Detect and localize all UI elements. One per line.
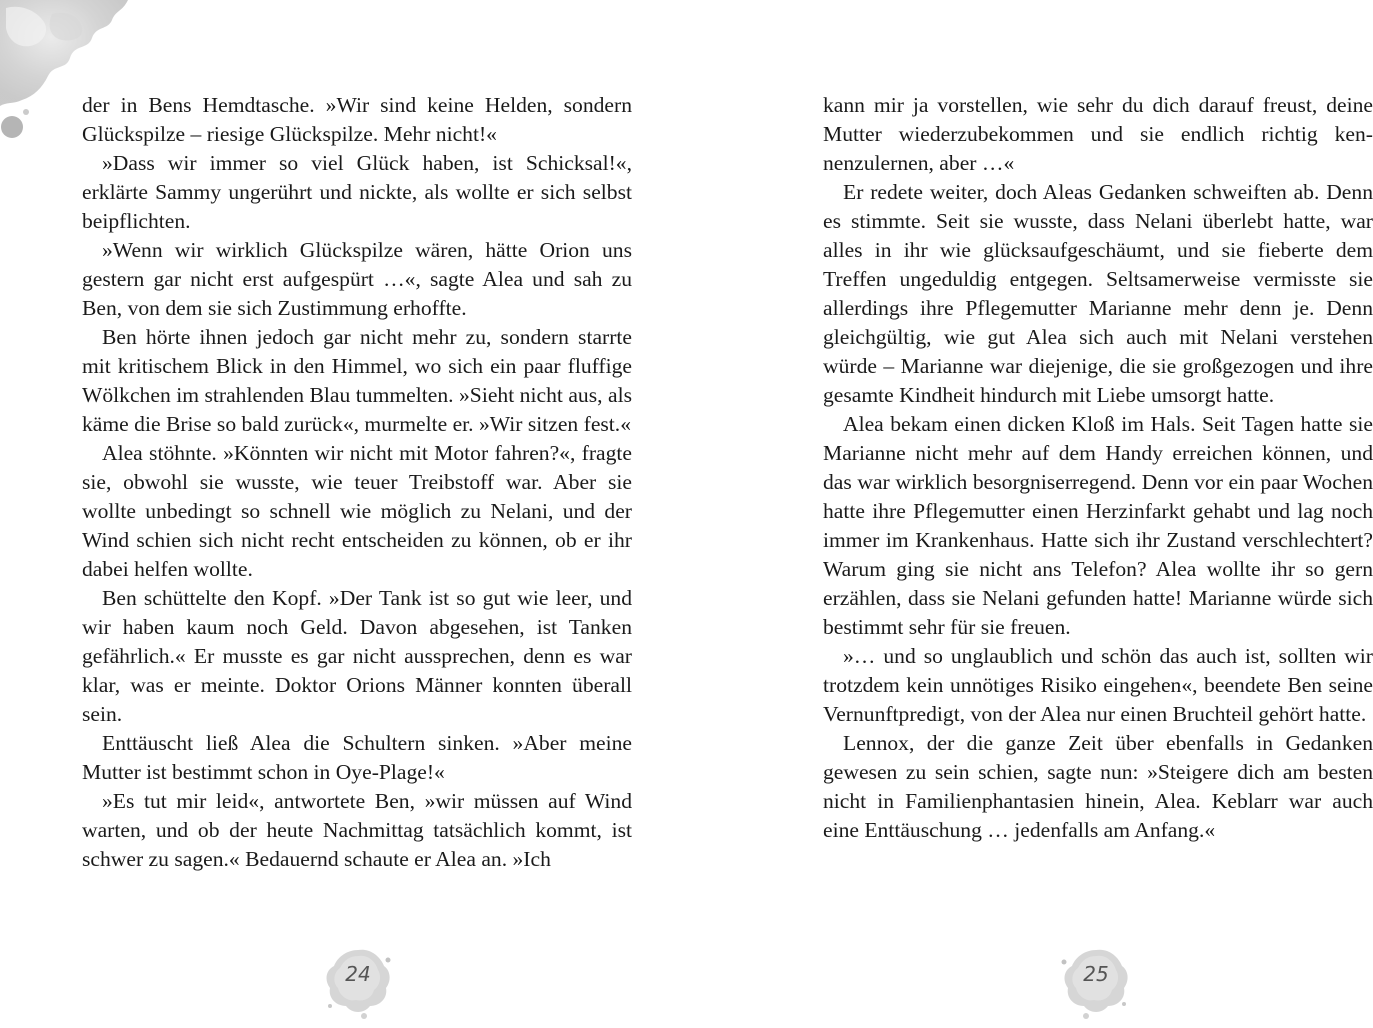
right-page-text [823, 91, 1373, 845]
paragraph: Er redete weiter, doch Aleas Gedanken schweiften ab. Denn es stimmte. Seit sie wusste, dass Nelani überlebt hatte, war alles in ihr wie glücksaufgeschäumt, und sie fieberte dem Treffen ungeduldig entgegen. Seltsamerweise vermisste sie allerdings ihre Pflegemutter Marianne mehr denn je. Denn gleichgültig, wie gut Alea sich auch mit Nelani verstehen würde – Marianne war diejenige, die sie großgezogen und ihre gesamte Kindheit hindurch mit Liebe umsorgt hatte. [823, 180, 1373, 407]
page-number-badge [1056, 940, 1136, 1020]
right-page [686, 0, 1372, 1028]
left-page [0, 0, 686, 1028]
page-number-badge [318, 940, 398, 1020]
paragraph: »… und so unglaublich und schön das auch ist, sollten wir trotzdem kein unnötiges Risiko eingehen«, beendete Ben seine Vernunftpredigt, von der Alea nur einen Bruchteil gehört hatte. [823, 644, 1373, 726]
page-number: 24 [345, 962, 371, 986]
paragraph: Lennox, der die ganze Zeit über ebenfalls in Gedanken gewesen zu sein schien, sagte nun: »Steigere dich am besten nicht in Familienphantasien hinein, Alea. Keblarr war auch eine Enttäuschung … jedenfalls am Anfang.« [823, 731, 1373, 842]
paragraph: kann mir ja vorstellen, wie sehr du dich darauf freust, deine Mutter wiederzubekommen und sie endlich richtig kennenzulernen, aber …« [823, 93, 1373, 175]
paragraph: Ben hörte ihnen jedoch gar nicht mehr zu, sondern starrte mit kritischem Blick in den Himmel, wo sich ein paar fluffige Wölkchen im strahlenden Blau tummelten. »Sieht nicht aus, als käme die Brise so bald zurück«, murmelte er. »Wir sitzen fest.« [82, 325, 632, 436]
paragraph: der in Bens Hemdtasche. »Wir sind keine Helden, sondern Glückspilze – riesige Glückspilze. Mehr nicht!« [82, 93, 632, 146]
paragraph: Alea bekam einen dicken Kloß im Hals. Seit Tagen hatte sie Marianne nicht mehr auf dem Handy erreichen können, und das war wirklich besorgniserregend. Denn vor ein paar Wochen hatte ihre Pflegemutter einen Herzinfarkt gehabt und lag noch immer im Krankenhaus. Hatte sich ihr Zustand verschlechtert? Warum ging sie nicht ans Telefon? Alea wollte ihr so gern erzählen, dass sie Nelani gefunden hatte! Marianne würde sich bestimmt sehr für sie freuen. [823, 412, 1373, 639]
left-page-text [82, 91, 632, 874]
paragraph: Enttäuscht ließ Alea die Schultern sinken. »Aber meine Mutter ist bestimmt schon in Oye-Plage!« [82, 731, 632, 784]
paragraph: »Dass wir immer so viel Glück haben, ist Schicksal!«, erklärte Sammy ungerührt und nickte, als wollte er sich selbst beipflichten. [82, 151, 632, 233]
page-number: 25 [1083, 962, 1109, 986]
paragraph: »Es tut mir leid«, antwortete Ben, »wir müssen auf Wind warten, und ob der heute Nachmittag tatsächlich kommt, ist schwer zu sagen.« Bedauernd schaute er Alea an. »Ich [82, 789, 632, 871]
paragraph: »Wenn wir wirklich Glückspilze wären, hätte Orion uns gestern gar nicht erst aufgespürt …«, sagte Alea und sah zu Ben, von dem sie sich Zustimmung erhoffte. [82, 238, 632, 320]
paragraph: Ben schüttelte den Kopf. »Der Tank ist so gut wie leer, und wir haben kaum noch Geld. Davon abgesehen, ist Tanken gefährlich.« Er musste es gar nicht aussprechen, denn es war klar, was er meinte. Doktor Orions Männer konnten überall sein. [82, 586, 632, 726]
paragraph: Alea stöhnte. »Könnten wir nicht mit Motor fahren?«, fragte sie, obwohl sie wusste, wie teuer Treibstoff war. Aber sie wollte unbedingt so schnell wie möglich zu Nelani, und der Wind schien sich nicht recht entscheiden zu können, ob er ihr dabei helfen wollte. [82, 441, 632, 581]
